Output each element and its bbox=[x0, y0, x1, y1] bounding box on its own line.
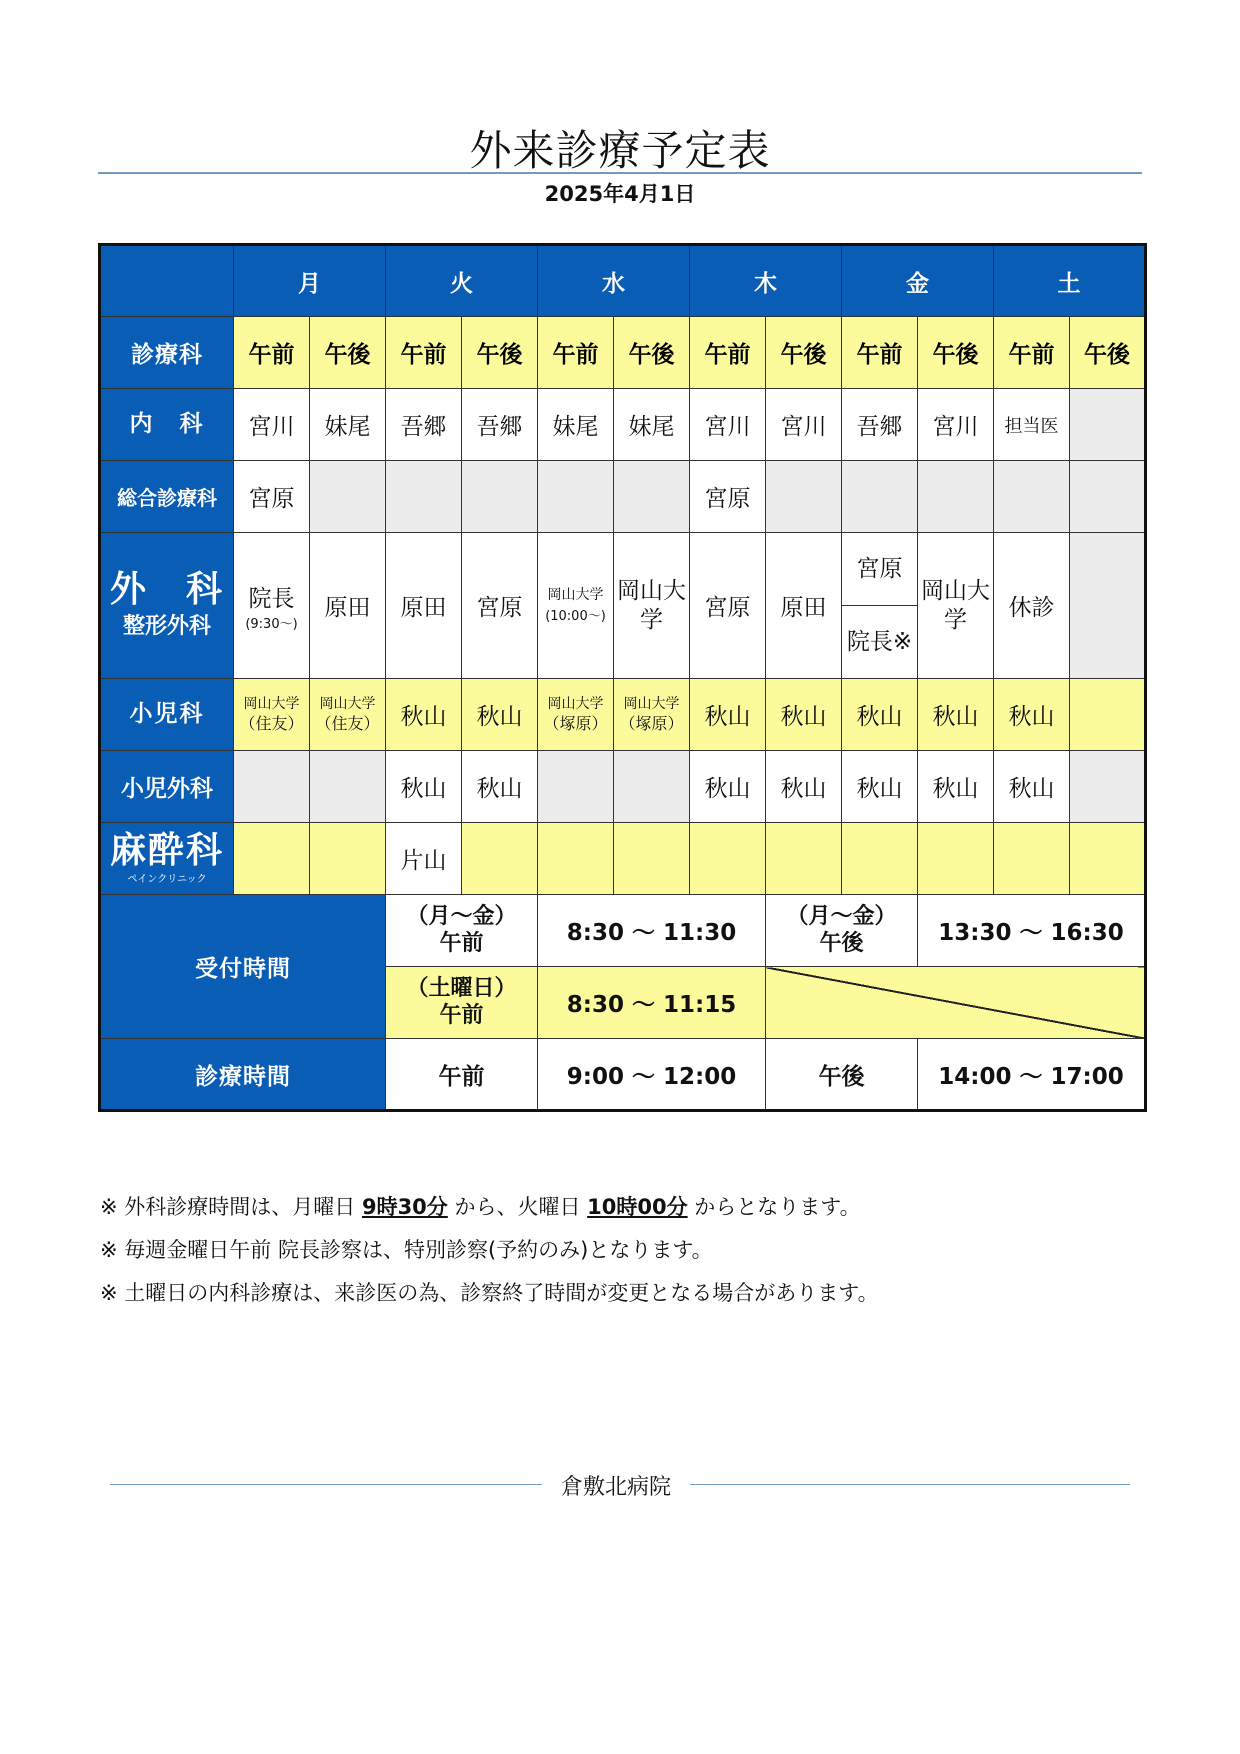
masui-cell bbox=[310, 823, 386, 895]
shoni-cell bbox=[1070, 679, 1146, 751]
masui-cell bbox=[690, 823, 766, 895]
notes bbox=[100, 1186, 879, 1315]
geka-cell: 岡山大学 bbox=[918, 533, 994, 679]
masui-cell bbox=[994, 823, 1070, 895]
sogo-cell bbox=[766, 461, 842, 533]
shoni-doctor: 岡山大学 bbox=[243, 696, 300, 713]
dept-shonigeka: 小児外科 bbox=[100, 751, 234, 823]
shinryo-pm-time: 14:00 〜 17:00 bbox=[918, 1039, 1146, 1111]
masui-cell bbox=[614, 823, 690, 895]
day-header-wed: 水 bbox=[538, 245, 690, 317]
uketsuke-sat-am-label bbox=[386, 967, 538, 1039]
issue-date: 2025年4月1日 bbox=[544, 182, 696, 206]
sogo-cell: 宮原 bbox=[690, 461, 766, 533]
geka-cell: 原田 bbox=[310, 533, 386, 679]
naika-cell: 吾郷 bbox=[462, 389, 538, 461]
geka-note: (9:30〜) bbox=[245, 616, 298, 632]
title-divider bbox=[98, 172, 1142, 174]
geka-doctor: 宮原 bbox=[842, 533, 917, 606]
naika-cell: 妹尾 bbox=[538, 389, 614, 461]
note-1-text-b: から、火曜日 bbox=[447, 1195, 588, 1219]
shoni-doctor-sub: （住友） bbox=[315, 713, 380, 733]
shinryo-label: 診療時間 bbox=[100, 1039, 386, 1111]
note-2: ※ 毎週金曜日午前 院長診察は、特別診察(予約のみ)となります。 bbox=[100, 1238, 713, 1262]
sogo-cell bbox=[386, 461, 462, 533]
schedule-table bbox=[98, 243, 1147, 1112]
dept-seikei-label: 整形外科 bbox=[122, 613, 211, 639]
dept-pain-label: ペインクリニック bbox=[127, 873, 207, 885]
uketsuke-weekday-pm-label bbox=[766, 895, 918, 967]
sogo-cell bbox=[538, 461, 614, 533]
shoni-cell bbox=[310, 679, 386, 751]
pm-header: 午後 bbox=[462, 317, 538, 389]
am-header: 午前 bbox=[994, 317, 1070, 389]
uketsuke-weekday-am-label bbox=[386, 895, 538, 967]
note-1 bbox=[100, 1186, 879, 1229]
dept-header: 診療科 bbox=[100, 317, 234, 389]
masui-cell bbox=[918, 823, 994, 895]
shonigeka-cell: 秋山 bbox=[766, 751, 842, 823]
naika-cell: 吾郷 bbox=[386, 389, 462, 461]
shoni-doctor-sub: （塚原） bbox=[619, 713, 684, 733]
uketsuke-weekday-am-time: 8:30 〜 11:30 bbox=[538, 895, 766, 967]
masui-cell bbox=[462, 823, 538, 895]
geka-cell: 岡山大学 bbox=[614, 533, 690, 679]
uketsuke-sat-am-time: 8:30 〜 11:15 bbox=[538, 967, 766, 1039]
geka-doctor: 院長 bbox=[248, 585, 295, 612]
sogo-cell bbox=[614, 461, 690, 533]
uketsuke-weekday-pm-time: 13:30 〜 16:30 bbox=[918, 895, 1146, 967]
naika-cell: 宮川 bbox=[766, 389, 842, 461]
uketsuke-sat-period: 午前 bbox=[439, 1002, 484, 1028]
masui-cell bbox=[1070, 823, 1146, 895]
uketsuke-weekday-am-period: 午前 bbox=[439, 930, 484, 956]
shinryo-am-time: 9:00 〜 12:00 bbox=[538, 1039, 766, 1111]
sogo-cell bbox=[994, 461, 1070, 533]
shonigeka-cell bbox=[234, 751, 310, 823]
shoni-cell: 秋山 bbox=[690, 679, 766, 751]
shonigeka-cell: 秋山 bbox=[462, 751, 538, 823]
geka-cell: 原田 bbox=[386, 533, 462, 679]
uketsuke-weekday-pm-days: （月〜金） bbox=[786, 904, 897, 930]
shonigeka-cell: 秋山 bbox=[994, 751, 1070, 823]
am-header: 午前 bbox=[234, 317, 310, 389]
masui-cell bbox=[234, 823, 310, 895]
shinryo-pm-label: 午後 bbox=[766, 1039, 918, 1111]
naika-cell bbox=[1070, 389, 1146, 461]
am-header: 午前 bbox=[842, 317, 918, 389]
sogo-cell bbox=[918, 461, 994, 533]
sogo-cell bbox=[462, 461, 538, 533]
masui-cell bbox=[842, 823, 918, 895]
note-3: ※ 土曜日の内科診療は、来診医の為、診察終了時間が変更となる場合があります。 bbox=[100, 1281, 879, 1305]
geka-note: (10:00〜) bbox=[545, 608, 606, 624]
uketsuke-weekday-am-days: （月〜金） bbox=[406, 904, 517, 930]
day-header-thu: 木 bbox=[690, 245, 842, 317]
am-header: 午前 bbox=[386, 317, 462, 389]
sogo-cell bbox=[310, 461, 386, 533]
uketsuke-sat-pm-empty bbox=[766, 967, 1146, 1039]
naika-cell: 妹尾 bbox=[310, 389, 386, 461]
dept-naika: 内 科 bbox=[100, 389, 234, 461]
footer-rule-left bbox=[110, 1484, 542, 1485]
page-title: 外来診療予定表 bbox=[469, 126, 771, 175]
naika-cell: 宮川 bbox=[234, 389, 310, 461]
corner-cell bbox=[100, 245, 234, 317]
pm-header: 午後 bbox=[614, 317, 690, 389]
dept-masui bbox=[100, 823, 234, 895]
geka-cell bbox=[234, 533, 310, 679]
geka-cell bbox=[842, 533, 918, 679]
geka-cell: 休診 bbox=[994, 533, 1070, 679]
naika-cell: 宮川 bbox=[690, 389, 766, 461]
shoni-cell: 秋山 bbox=[386, 679, 462, 751]
dept-shoni: 小児科 bbox=[100, 679, 234, 751]
shoni-cell bbox=[614, 679, 690, 751]
naika-cell: 吾郷 bbox=[842, 389, 918, 461]
geka-doctor: 岡山大学 bbox=[547, 587, 604, 604]
sogo-cell: 宮原 bbox=[234, 461, 310, 533]
geka-cell bbox=[1070, 533, 1146, 679]
am-header: 午前 bbox=[538, 317, 614, 389]
shonigeka-cell: 秋山 bbox=[690, 751, 766, 823]
geka-doctor: 院長※ bbox=[846, 629, 913, 655]
pm-header: 午後 bbox=[310, 317, 386, 389]
shonigeka-cell: 秋山 bbox=[918, 751, 994, 823]
sogo-cell bbox=[842, 461, 918, 533]
pm-header: 午後 bbox=[766, 317, 842, 389]
shoni-doctor: 岡山大学 bbox=[547, 696, 604, 713]
day-header-sat: 土 bbox=[994, 245, 1146, 317]
shoni-cell: 秋山 bbox=[994, 679, 1070, 751]
dept-sogo: 総合診療科 bbox=[100, 461, 234, 533]
shoni-doctor-sub: （住友） bbox=[239, 713, 304, 733]
shonigeka-cell bbox=[1070, 751, 1146, 823]
naika-cell: 宮川 bbox=[918, 389, 994, 461]
geka-cell: 宮原 bbox=[462, 533, 538, 679]
geka-cell bbox=[538, 533, 614, 679]
dept-geka-label: 外 科 bbox=[109, 569, 224, 611]
shoni-doctor-sub: （塚原） bbox=[543, 713, 608, 733]
day-header-tue: 火 bbox=[386, 245, 538, 317]
note-1-time-tue: 10時00分 bbox=[587, 1195, 688, 1219]
shoni-cell bbox=[538, 679, 614, 751]
sogo-cell bbox=[1070, 461, 1146, 533]
shoni-cell: 秋山 bbox=[462, 679, 538, 751]
day-header-fri: 金 bbox=[842, 245, 994, 317]
shonigeka-cell: 秋山 bbox=[842, 751, 918, 823]
shoni-cell: 秋山 bbox=[918, 679, 994, 751]
shonigeka-cell bbox=[614, 751, 690, 823]
note-1-text-a: ※ 外科診療時間は、月曜日 bbox=[100, 1195, 362, 1219]
naika-cell: 担当医 bbox=[994, 389, 1070, 461]
shoni-doctor: 岡山大学 bbox=[623, 696, 680, 713]
uketsuke-label: 受付時間 bbox=[100, 895, 386, 1039]
masui-cell bbox=[538, 823, 614, 895]
shinryo-am-label: 午前 bbox=[386, 1039, 538, 1111]
shoni-cell bbox=[234, 679, 310, 751]
geka-cell: 宮原 bbox=[690, 533, 766, 679]
shonigeka-cell bbox=[310, 751, 386, 823]
shonigeka-cell: 秋山 bbox=[386, 751, 462, 823]
day-header-mon: 月 bbox=[234, 245, 386, 317]
geka-cell: 原田 bbox=[766, 533, 842, 679]
note-1-text-c: からとなります。 bbox=[687, 1195, 861, 1219]
uketsuke-sat-days: （土曜日） bbox=[406, 976, 517, 1002]
shoni-cell: 秋山 bbox=[766, 679, 842, 751]
am-header: 午前 bbox=[690, 317, 766, 389]
shoni-doctor: 岡山大学 bbox=[319, 696, 376, 713]
shonigeka-cell bbox=[538, 751, 614, 823]
note-1-time-mon: 9時30分 bbox=[361, 1195, 448, 1219]
dept-masui-label: 麻酔科 bbox=[109, 830, 224, 872]
shoni-cell: 秋山 bbox=[842, 679, 918, 751]
dept-geka bbox=[100, 533, 234, 679]
masui-cell bbox=[766, 823, 842, 895]
pm-header: 午後 bbox=[1070, 317, 1146, 389]
masui-cell: 片山 bbox=[386, 823, 462, 895]
hospital-name: 倉敷北病院 bbox=[560, 1475, 671, 1500]
pm-header: 午後 bbox=[918, 317, 994, 389]
footer-rule-right bbox=[690, 1484, 1130, 1485]
uketsuke-weekday-pm-period: 午後 bbox=[819, 930, 864, 956]
naika-cell: 妹尾 bbox=[614, 389, 690, 461]
